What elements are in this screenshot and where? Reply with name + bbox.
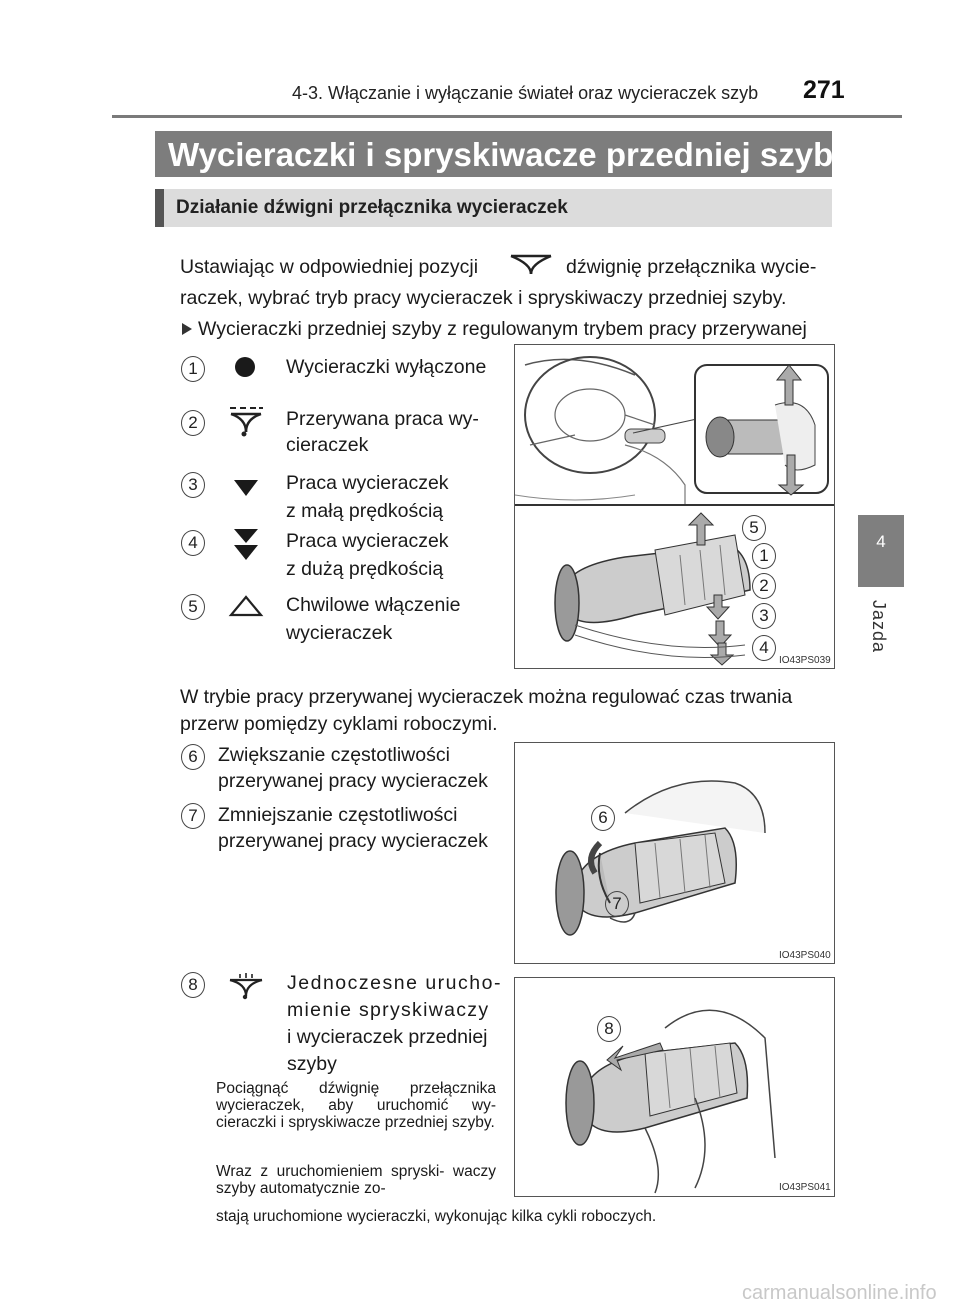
interval-line-2: przerw pomiędzy cyklami roboczymi. — [180, 713, 498, 735]
figure-2 — [514, 742, 835, 964]
washer-line-1: Jednoczesne urucho- — [287, 972, 502, 994]
subtitle-accent — [155, 189, 164, 227]
callout-number-1: 1 — [181, 356, 205, 382]
figure-1-callout-2: 2 — [752, 573, 776, 599]
callout-number-4: 4 — [181, 530, 205, 556]
wiper-lever-illustration — [515, 345, 834, 668]
callout-number-8: 8 — [181, 972, 205, 998]
washer-line-2: mienie spryskiwaczy — [287, 999, 490, 1021]
interval-dial-illustration — [515, 743, 834, 963]
wiper-lever-icon — [508, 252, 554, 278]
bullet-text: Wycieraczki przedniej szyby z regulowanym trybem pracy przerywanej — [198, 318, 807, 340]
position-5-line-2: wycieraczek — [286, 622, 393, 644]
chapter-number: 4 — [876, 532, 886, 551]
position-4-line-2: z dużą prędkością — [286, 558, 444, 580]
footer-watermark: carmanualsonline.info — [742, 1282, 937, 1304]
bullet-arrow-icon — [181, 322, 193, 336]
washer-line-4: szyby — [287, 1053, 337, 1075]
callout-number-7: 7 — [181, 803, 205, 829]
position-4-line-1: Praca wycieraczek — [286, 530, 449, 552]
high-speed-icon — [233, 528, 259, 562]
intro-line-2: raczek, wybrać tryb pracy wycieraczek i spryskiwaczy przedniej szyby. — [180, 287, 787, 309]
figure-2-callout-7: 7 — [605, 891, 629, 917]
section-subtitle: Działanie dźwigni przełącznika wycieraczek — [176, 197, 568, 218]
interval-item-7-line-1: Zmniejszanie częstotliwości — [218, 804, 458, 826]
interval-item-6-line-2: przerywanej pracy wycieraczek — [218, 770, 488, 792]
page-title: Wycieraczki i spryskiwacze przedniej szyby — [168, 136, 852, 173]
figure-1-callout-3: 3 — [752, 603, 776, 629]
figure-3 — [514, 977, 835, 1197]
position-5-line-1: Chwilowe włączenie — [286, 594, 461, 616]
position-3-line-1: Praca wycieraczek — [286, 472, 449, 494]
chapter-label: Jazda — [869, 600, 889, 654]
figure-1-callout-1: 1 — [752, 543, 776, 569]
figure-1-id: IO43PS039 — [779, 655, 831, 666]
interval-item-7-line-2: przerywanej pracy wycieraczek — [218, 830, 488, 852]
page-number: 271 — [803, 76, 845, 104]
position-3-line-2: z małą prędkością — [286, 500, 444, 522]
washer-note-2b: stają uruchomione wycieraczki, wykonując kilka cykli roboczych. — [216, 1208, 657, 1225]
interval-line-1: W trybie pracy przerywanej wycieraczek można regulować czas trwania — [180, 686, 793, 708]
figure-3-callout-8: 8 — [597, 1016, 621, 1042]
position-2-line-2: cieraczek — [286, 434, 369, 456]
position-2-line-1: Przerywana praca wy- — [286, 408, 479, 430]
intro-line-1b: dźwignię przełącznika wycie- — [566, 256, 817, 278]
figure-1-callout-5: 5 — [742, 515, 766, 541]
callout-number-6: 6 — [181, 744, 205, 770]
washer-pull-illustration — [515, 978, 834, 1196]
washer-note-2a: Wraz z uruchomieniem spryski- waczy szyby automatycznie zo- — [216, 1163, 496, 1197]
callout-number-2: 2 — [181, 410, 205, 436]
low-speed-icon — [233, 478, 259, 498]
callout-number-5: 5 — [181, 594, 205, 620]
figure-1 — [514, 344, 835, 669]
intro-line-1a: Ustawiając w odpowiedniej pozycji — [180, 256, 479, 278]
mist-icon — [228, 594, 264, 618]
washer-note-1: Pociągnąć dźwignię przełącznika wycieraczek, aby uruchomić wy- cieraczki i spryskiwacze przedniej szyby. — [216, 1080, 496, 1131]
washer-icon — [226, 970, 266, 1000]
callout-number-3: 3 — [181, 472, 205, 498]
section-header: 4-3. Włączanie i wyłączanie świateł oraz wycieraczek szyb — [292, 83, 759, 103]
figure-2-id: IO43PS040 — [779, 950, 831, 961]
off-circle-icon — [230, 352, 260, 382]
figure-3-id: IO43PS041 — [779, 1182, 831, 1193]
position-1-label: Wycieraczki wyłączone — [286, 356, 487, 378]
header-rule — [112, 115, 902, 118]
washer-line-3: i wycieraczek przedniej — [287, 1026, 488, 1048]
intermittent-wiper-icon — [226, 404, 266, 438]
interval-item-6-line-1: Zwiększanie częstotliwości — [218, 744, 450, 766]
figure-1-callout-4: 4 — [752, 635, 776, 661]
figure-2-callout-6: 6 — [591, 805, 615, 831]
